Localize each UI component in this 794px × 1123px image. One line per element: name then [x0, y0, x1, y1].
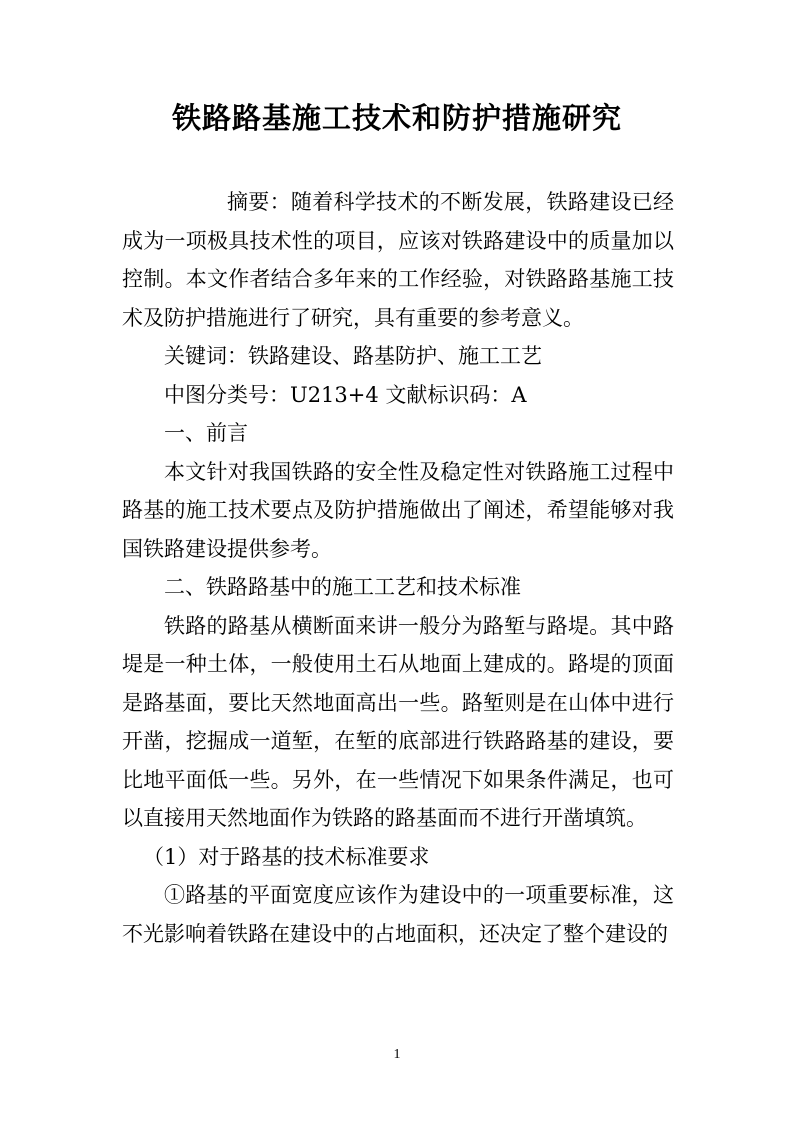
section-heading-introduction: 一、前言 [164, 421, 248, 445]
classification-line: 中图分类号：U213+4 文献标识码：A [164, 382, 527, 407]
introduction-paragraph: 本文针对我国铁路的安全性及稳定性对铁路施工过程中路基的施工技术要点及防护措施做出了阐述，希望能够对我国铁路建设提供参考。 [122, 459, 674, 561]
abstract-paragraph: 摘要：随着科学技术的不断发展，铁路建设已经成为一项极具技术性的项目，应该对铁路建设中的质量加以控制。本文作者结合多年来的工作经验，对铁路路基施工技术及防护措施进行了研究，具有重要的参考意义。 [122, 190, 674, 330]
subsection-heading-standards: （1）对于路基的技术标准要求 [143, 844, 430, 869]
document-body [122, 183, 674, 953]
construction-paragraph: 铁路的路基从横断面来讲一般分为路堑与路堤。其中路堤是一种土体，一般使用土石从地面上建成的。路堤的顶面是路基面，要比天然地面高出一些。路堑则是在山体中进行开凿，挖掘成一道堑，在堑的底部进行铁路路基的建设，要比地平面低一些。另外，在一些情况下如果条件满足，也可以直接用天然地面作为铁路的路基面而不进行开凿填筑。 [122, 613, 674, 830]
document-title: 铁路路基施工技术和防护措施研究 [171, 101, 622, 135]
keywords-line: 关键词：铁路建设、路基防护、施工工艺 [164, 344, 542, 368]
section-heading-construction: 二、铁路路基中的施工工艺和技术标准 [164, 575, 521, 599]
standards-paragraph: ①路基的平面宽度应该作为建设中的一项重要标准，这不光影响着铁路在建设中的占地面积，还决定了整个建设的 [122, 883, 674, 946]
page-number: 1 [393, 1047, 401, 1062]
